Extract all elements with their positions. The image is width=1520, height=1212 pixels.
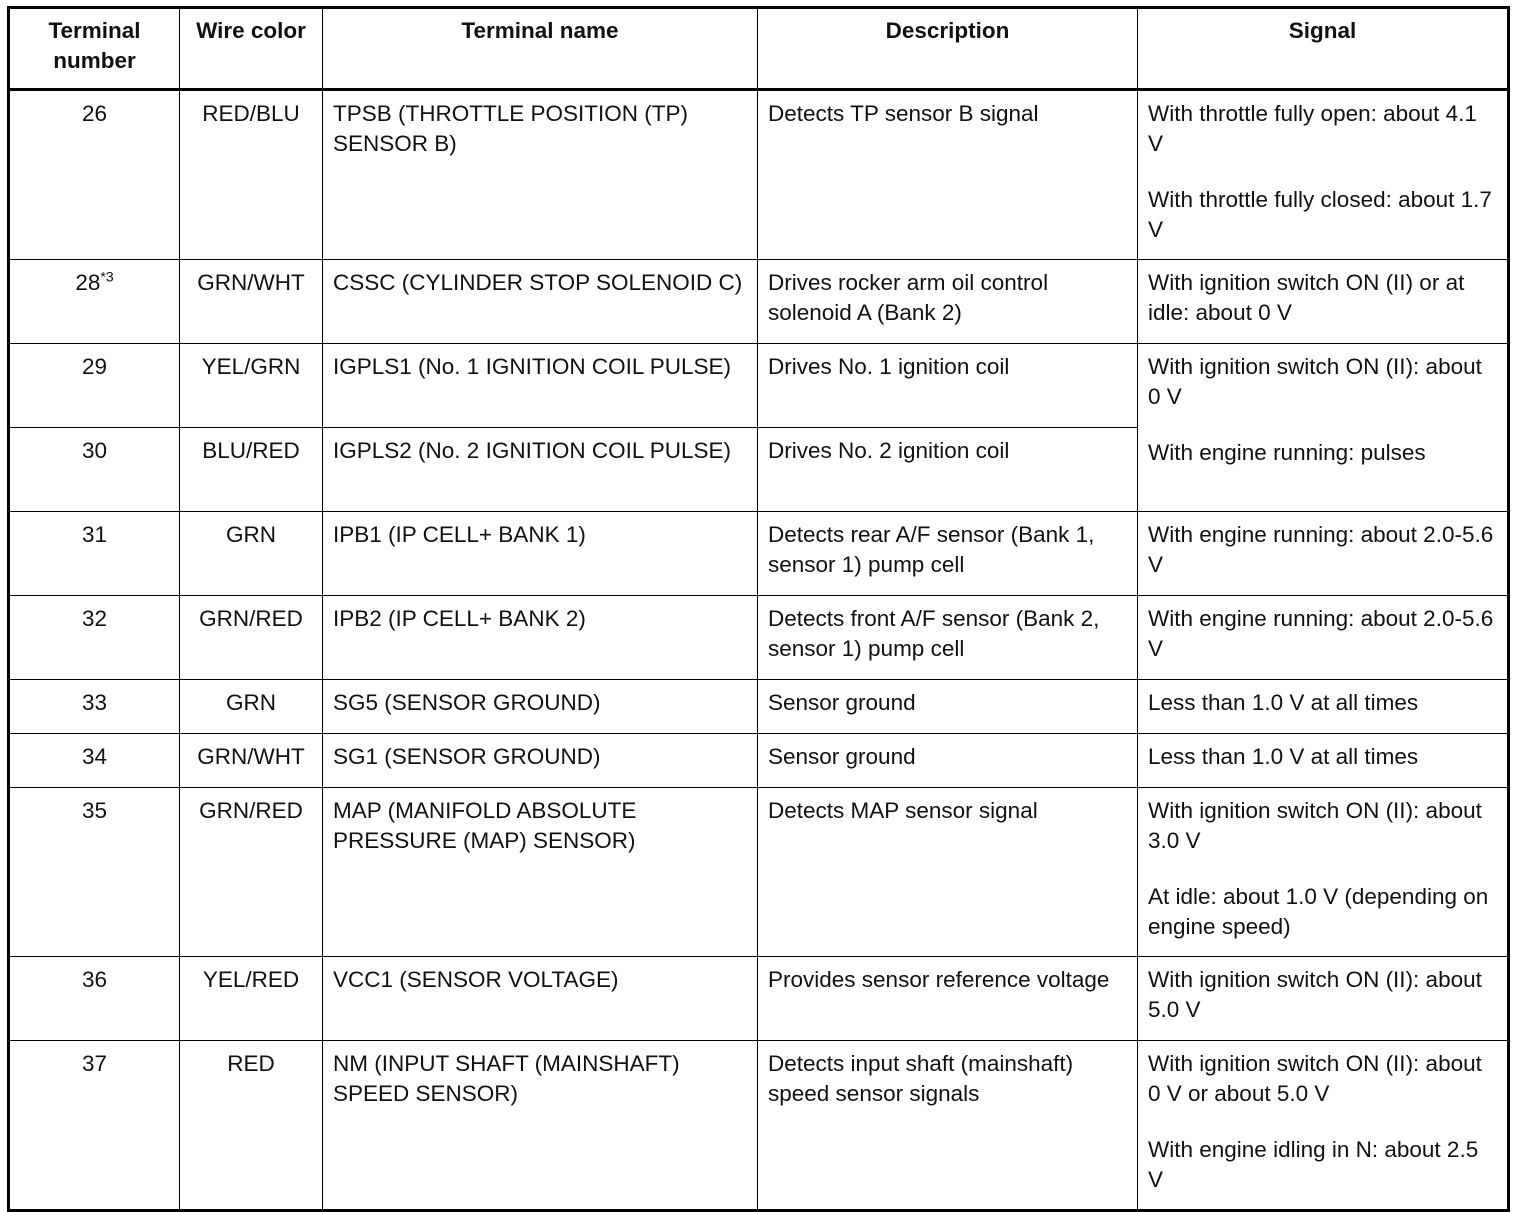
- table-row: [9, 596, 1509, 680]
- terminal-name: IPB1 (IP CELL+ BANK 1): [323, 512, 758, 596]
- wire-color: GRN/WHT: [180, 734, 323, 788]
- signal: [1138, 344, 1509, 512]
- header-row: [9, 8, 1509, 90]
- terminal-number: 32: [9, 596, 180, 680]
- description: Detects input shaft (mainshaft) speed sensor signals: [758, 1041, 1138, 1211]
- terminal-number-value: 28: [75, 270, 101, 295]
- terminal-number: 36: [9, 957, 180, 1041]
- signal-line: With throttle fully open: about 4.1 V: [1148, 101, 1477, 156]
- wire-color: YEL/RED: [180, 957, 323, 1041]
- description: Provides sensor reference voltage: [758, 957, 1138, 1041]
- terminal-number: 35: [9, 788, 180, 957]
- signal-line: Less than 1.0 V at all times: [1148, 690, 1419, 715]
- wire-color: RED/BLU: [180, 90, 323, 260]
- signal-line: With ignition switch ON (II): about 3.0 V: [1148, 798, 1482, 853]
- signal-line: With throttle fully closed: about 1.7 V: [1148, 187, 1492, 242]
- description: Detects front A/F sensor (Bank 2, sensor 1) pump cell: [758, 596, 1138, 680]
- wire-color: BLU/RED: [180, 428, 323, 512]
- signal-line: With engine running: pulses: [1148, 440, 1426, 465]
- description: Detects TP sensor B signal: [758, 90, 1138, 260]
- description: Sensor ground: [758, 734, 1138, 788]
- terminal-number: 29: [9, 344, 180, 428]
- terminal-number: 31: [9, 512, 180, 596]
- signal-line: With engine running: about 2.0-5.6 V: [1148, 522, 1494, 577]
- signal: [1138, 260, 1509, 344]
- header-description: Description: [758, 8, 1138, 90]
- wire-color: RED: [180, 1041, 323, 1211]
- wire-color: GRN/WHT: [180, 260, 323, 344]
- signal: [1138, 1041, 1509, 1211]
- signal: [1138, 512, 1509, 596]
- terminal-number: 34: [9, 734, 180, 788]
- terminal-name: MAP (MANIFOLD ABSOLUTE PRESSURE (MAP) SENSOR): [323, 788, 758, 957]
- terminal-name: SG5 (SENSOR GROUND): [323, 680, 758, 734]
- signal: [1138, 596, 1509, 680]
- table-row: [9, 90, 1509, 260]
- signal: [1138, 788, 1509, 957]
- table-row: [9, 680, 1509, 734]
- terminal-number: 30: [9, 428, 180, 512]
- description: Sensor ground: [758, 680, 1138, 734]
- terminal-name: SG1 (SENSOR GROUND): [323, 734, 758, 788]
- terminal-name: VCC1 (SENSOR VOLTAGE): [323, 957, 758, 1041]
- description: Drives No. 1 ignition coil: [758, 344, 1138, 428]
- terminal-name: NM (INPUT SHAFT (MAINSHAFT) SPEED SENSOR): [323, 1041, 758, 1211]
- table-row: [9, 957, 1509, 1041]
- table-row: [9, 734, 1509, 788]
- terminal-number: 26: [9, 90, 180, 260]
- table-row: [9, 1041, 1509, 1211]
- terminal-number: 37: [9, 1041, 180, 1211]
- table-row: [9, 344, 1509, 428]
- description: Detects MAP sensor signal: [758, 788, 1138, 957]
- footnote-marker: *3: [100, 268, 114, 285]
- description: Detects rear A/F sensor (Bank 1, sensor 1) pump cell: [758, 512, 1138, 596]
- wire-color: GRN/RED: [180, 788, 323, 957]
- signal: [1138, 734, 1509, 788]
- table-row: [9, 788, 1509, 957]
- description: Drives No. 2 ignition coil: [758, 428, 1138, 512]
- terminal-number: 33: [9, 680, 180, 734]
- description: Drives rocker arm oil control solenoid A (Bank 2): [758, 260, 1138, 344]
- header-wire-color: Wire color: [180, 8, 323, 90]
- terminal-name: IGPLS1 (No. 1 IGNITION COIL PULSE): [323, 344, 758, 428]
- wire-color: GRN: [180, 512, 323, 596]
- signal: [1138, 680, 1509, 734]
- terminal-name: CSSC (CYLINDER STOP SOLENOID C): [323, 260, 758, 344]
- terminal-name: IGPLS2 (No. 2 IGNITION COIL PULSE): [323, 428, 758, 512]
- terminal-table: [7, 6, 1510, 1212]
- header-terminal-name: Terminal name: [323, 8, 758, 90]
- table-row: [9, 512, 1509, 596]
- wire-color: YEL/GRN: [180, 344, 323, 428]
- signal: [1138, 90, 1509, 260]
- signal-line: With ignition switch ON (II) or at idle: about 0 V: [1148, 270, 1465, 325]
- table-row: [9, 260, 1509, 344]
- terminal-number: [9, 260, 180, 344]
- signal-line: With ignition switch ON (II): about 5.0 V: [1148, 967, 1482, 1022]
- signal-line: At idle: about 1.0 V (depending on engine speed): [1148, 884, 1489, 939]
- header-signal: Signal: [1138, 8, 1509, 90]
- header-terminal-number: Terminal number: [9, 8, 180, 90]
- terminal-name: IPB2 (IP CELL+ BANK 2): [323, 596, 758, 680]
- wire-color: GRN/RED: [180, 596, 323, 680]
- signal-line: With ignition switch ON (II): about 0 V or about 5.0 V: [1148, 1051, 1482, 1106]
- signal-line: With engine running: about 2.0-5.6 V: [1148, 606, 1494, 661]
- signal-line: With engine idling in N: about 2.5 V: [1148, 1137, 1479, 1192]
- wire-color: GRN: [180, 680, 323, 734]
- signal-line: Less than 1.0 V at all times: [1148, 744, 1419, 769]
- terminal-name: TPSB (THROTTLE POSITION (TP) SENSOR B): [323, 90, 758, 260]
- signal: [1138, 957, 1509, 1041]
- signal-line: With ignition switch ON (II): about 0 V: [1148, 354, 1482, 409]
